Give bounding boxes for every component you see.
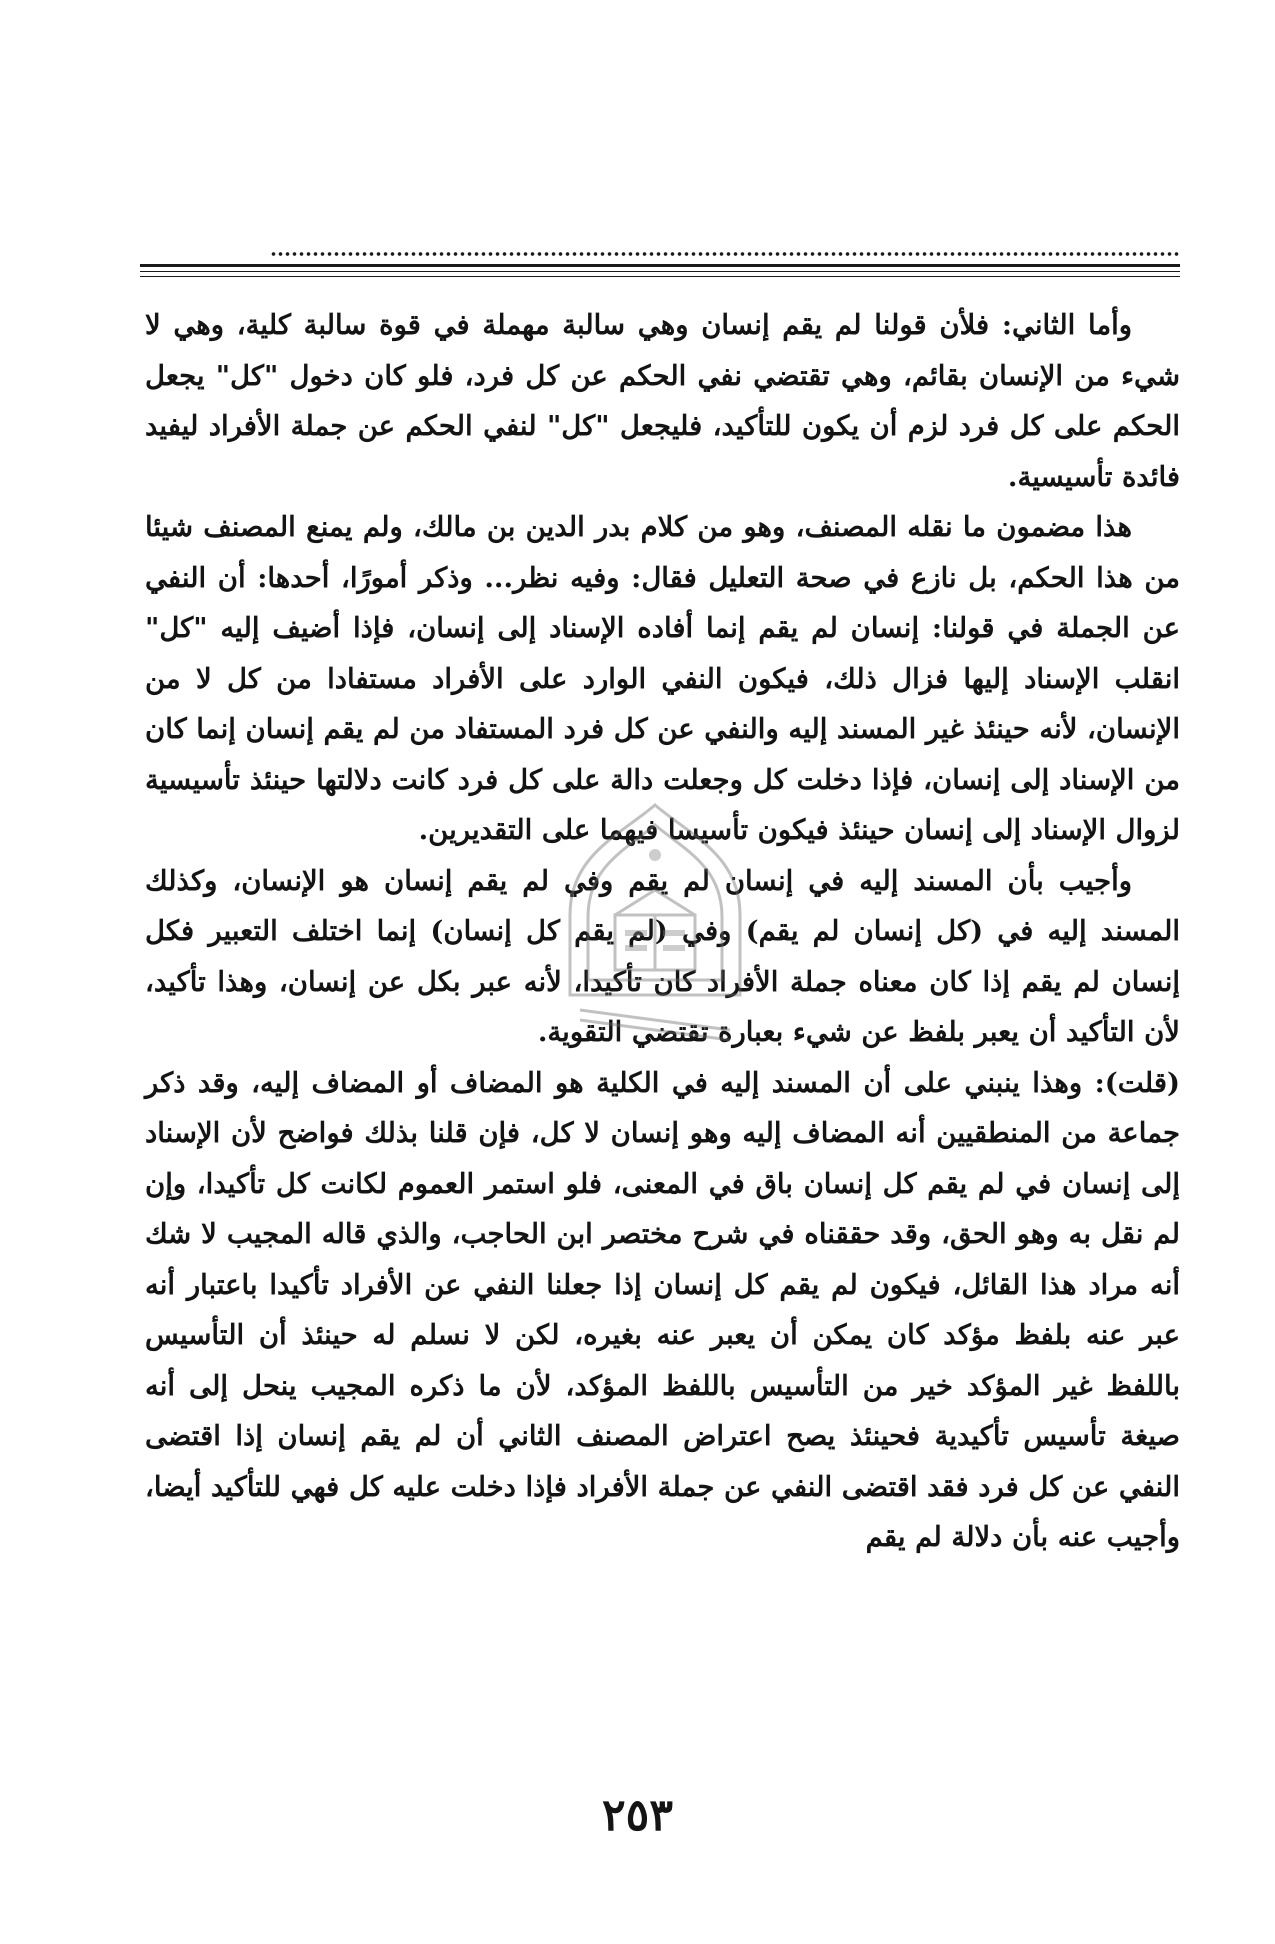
header-rule: [140, 250, 1180, 284]
rule-line: [140, 271, 1180, 272]
rule-line: [140, 264, 1180, 267]
paragraph: وأجيب بأن المسند إليه في إنسان لم يقم وفي لم يقم إنسان هو الإنسان، وكذلك المسند إليه في (كل إنسان لم يقم) وفي (لم يقم كل إنسان) إنما اختلف التعبير فكل إنسان لم يقم إذا كان معناه جملة الأفراد كان تأكيدا، لأنه عبر بكل عن إنسان، وهذا تأكيد، لأن التأكيد أن يعبر بلفظ عن شيء بعبارة تقتضي التقوية.: [145, 864, 1180, 1048]
dotted-ornament: [270, 250, 1180, 258]
paragraph: وأما الثاني: فلأن قولنا لم يقم إنسان وهي سالبة مهملة في قوة سالبة كلية، وهي لا شيء من الإنسان بقائم، وهي تقتضي نفي الحكم عن كل فرد، فلو كان دخول "كل" يجعل الحكم على كل فرد لزم أن يكون للتأكيد، فليجعل "كل" لنفي الحكم عن جملة الأفراد ليفيد فائدة تأسيسية.: [145, 309, 1180, 493]
rule-line: [140, 276, 1180, 277]
page-number: ٢٥٣: [602, 1790, 673, 1841]
main-text: [145, 300, 1180, 1563]
paragraph: هذا مضمون ما نقله المصنف، وهو من كلام بدر الدين بن مالك، ولم يمنع المصنف شيئا من هذا الحكم، بل نازع في صحة التعليل فقال: وفيه نظر... وذكر أمورًا، أحدها: أن النفي عن الجملة في قولنا: إنسان لم يقم إنما أفاده الإسناد إلى إنسان، فإذا أضيف إليه "كل" انقلب الإسناد إليها فزال ذلك، فيكون النفي الوارد على الأفراد مستفادا من كل لا من الإنسان، لأنه حينئذ غير المسند إليه والنفي عن كل فرد المستفاد من لم يقم إنسان إنما كان من الإسناد إلى إنسان، فإذا دخلت كل وجعلت دالة على كل فرد كانت دلالتها حينئذ تأسيسية لزوال الإسناد إلى إنسان حينئذ فيكون تأسيسا فيهما على التقديرين.: [145, 511, 1180, 846]
paragraph: (قلت): وهذا ينبني على أن المسند إليه في الكلية هو المضاف أو المضاف إليه، وقد ذكر جماعة من المنطقيين أنه المضاف إليه وهو إنسان لا كل، فإن قلنا بذلك فواضح لأن الإسناد إلى إنسان في لم يقم كل إنسان باق في المعنى، فلو استمر العموم لكانت كل تأكيدا، وإن لم نقل به وهو الحق، وقد حققناه في شرح مختصر ابن الحاجب، والذي قاله المجيب لا شك أنه مراد هذا القائل، فيكون لم يقم كل إنسان إذا جعلنا النفي عن الأفراد تأكيدا باعتبار أنه عبر عنه بلفظ مؤكد كان يمكن أن يعبر عنه بغيره، لكن لا نسلم له حينئذ أن التأسيس باللفظ غير المؤكد خير من التأسيس باللفظ المؤكد، لأن ما ذكره المجيب ينحل إلى أنه صيغة تأسيس تأكيدية فحينئذ يصح اعتراض المصنف الثاني أن لم يقم إنسان إذا اقتضى النفي عن كل فرد فقد اقتضى النفي عن جملة الأفراد فإذا دخلت عليه كل فهي للتأكيد أيضا، وأجيب عنه بأن دلالة لم يقم: [145, 1066, 1180, 1553]
